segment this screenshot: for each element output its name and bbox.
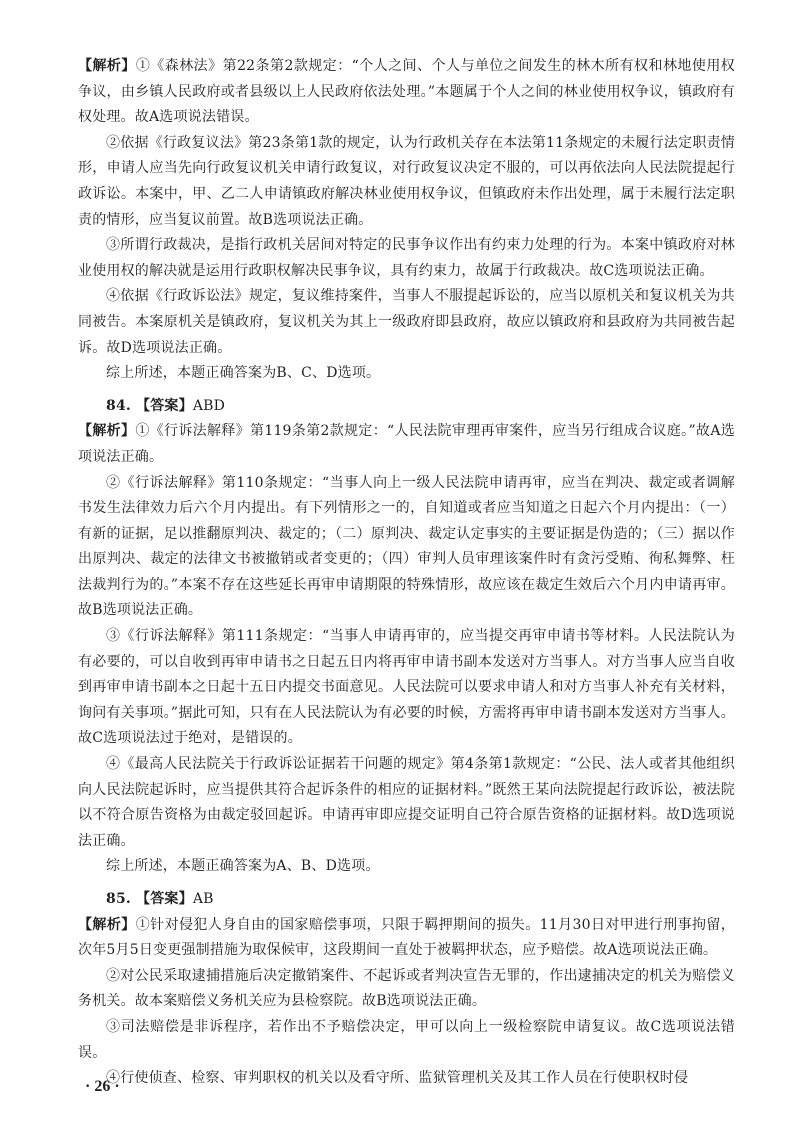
paragraph-text: 综上所述，本题正确答案为A、B、D选项。 — [106, 858, 380, 875]
paragraph — [78, 233, 735, 284]
paragraph-text: ABD — [192, 397, 226, 414]
paragraph-text: 综上所述，本题正确答案为B、C、D选项。 — [106, 365, 381, 382]
block-gap — [78, 880, 735, 887]
paragraph-text: ④依据《行政诉讼法》规定，复议维持案件，当事人不服提起诉讼的，应当以原机关和复议机关为共同被告。本案原机关是镇政府，复议机关为其上一级政府即县政府，故应以镇政府和县政府为共同被告起诉。故D选项说法正确。 — [78, 288, 735, 356]
block-gap — [78, 387, 735, 394]
page-body — [78, 54, 735, 1092]
paragraph-text: ③司法赔偿是非诉程序，若作出不予赔偿决定，甲可以向上一级检察院申请复议。故C选项说法错误。 — [78, 1018, 735, 1061]
question-number: 84. — [106, 397, 137, 414]
paragraph-text: ①针对侵犯人身自由的国家赔偿事项，只限于羁押期间的损失。11月30日对甲进行刑事拘留，次年5月5日变更强制措施为取保候审，这段期间一直处于被羁押状态，应予赔偿。故A选项说法正确。 — [78, 916, 735, 959]
paragraph-text: ③所谓行政裁决，是指行政机关居间对特定的民事争议作出有约束力处理的行为。本案中镇政府对林业使用权的解决就是运用行政职权解决民事争议，具有约束力，故属于行政裁决。故C选项说法正确。 — [78, 237, 735, 279]
paragraph-text: ②《行诉法解释》第110条规定：“当事人向上一级人民法院申请再审，应当在判决、裁定或者调解书发生法律效力后六个月内提出。有下列情形之一的，自知道或者应当知道之日起六个月内提出：（一）有新的证据，足以推翻原判决、裁定的；（二）原判决、裁定认定事实的主要证据是伪造的；（三）据以作出原判决、裁定的法律文书被撤销或者变更的；（四）审判人员审理该案件时有贪污受贿、徇私舞弊、枉法裁判行为的。”本案不存在这些延长再审申请期限的特殊情形，故应该在裁定生效后六个月内申请再审。故B选项说法正确。 — [78, 474, 735, 619]
section-tag: 【解析】 — [78, 423, 136, 440]
paragraph-text: ④《最高人民法院关于行政诉讼证据若干问题的规定》第4条第1款规定：“公民、法人或者其他组织向人民法院起诉时，应当提供其符合起诉条件的相应的证据材料。”既然王某向法院提起行政诉讼，被法院以不符合原告资格为由裁定驳回起诉。申请再审即应提交证明自己符合原告资格的证据材料。故D选项说法正确。 — [78, 756, 735, 849]
section-tag: 【解析】 — [78, 58, 136, 74]
section-tag: 【解析】 — [78, 916, 136, 933]
paragraph — [78, 624, 735, 752]
paragraph-text: ①《森林法》第22条第2款规定：“个人之间、个人与单位之间发生的林木所有权和林地使用权争议，由乡镇人民政府或者县级以上人民政府依法处理。”本题属于个人之间的林业使用权争议，镇政府有权处理。故A选项说法错误。 — [78, 58, 735, 126]
paragraph — [78, 1066, 735, 1092]
paragraph — [78, 471, 735, 625]
answer-line — [78, 887, 735, 913]
paragraph-text: ①《行诉法解释》第119条第2款规定：“人民法院审理再审案件，应当另行组成合议庭。”故A选项说法正确。 — [78, 423, 735, 465]
paragraph — [78, 854, 735, 880]
paragraph — [78, 361, 735, 387]
answer-line — [78, 394, 735, 420]
analysis-paragraph — [78, 419, 735, 470]
paragraph-text: ③《行诉法解释》第111条规定：“当事人申请再审的，应当提交再审申请书等材料。人民法院认为有必要的，可以自收到再审申请书之日起五日内将再审申请书副本发送对方当事人。对方当事人应当自收到再审申请书副本之日起十五日内提交书面意见。人民法院可以要求申请人和对方当事人补充有关材料，询问有关事项。”据此可知，只有在人民法院认为有必要的时候，方需将再审申请书副本发送对方当事人。故C选项说法过于绝对，是错误的。 — [78, 628, 735, 747]
paragraph — [78, 131, 735, 233]
section-tag: 【答案】 — [136, 397, 193, 414]
analysis-paragraph — [78, 54, 735, 131]
paragraph-text: ②依据《行政复议法》第23条第1款的规定，认为行政机关存在本法第11条规定的未履行法定职责情形，申请人应当先向行政复议机关申请行政复议，对行政复议决定不服的，可以再依法向人民法院提起行政诉讼。本案中，甲、乙二人申请镇政府解决林业使用权争议，但镇政府未作出处理，属于未履行法定职责的情形，应当复议前置。故B选项说法正确。 — [78, 134, 735, 228]
paragraph-text: ④行使侦查、检察、审判职权的机关以及看守所、监狱管理机关及其工作人员在行使职权时侵 — [106, 1070, 689, 1087]
question-number: 85. — [106, 891, 137, 907]
paragraph-text: ②对公民采取逮捕措施后决定撤销案件、不起诉或者判决宣告无罪的，作出逮捕决定的机关为赔偿义务机关。故本案赔偿义务机关应为县检察院。故B选项说法正确。 — [78, 967, 735, 1010]
analysis-paragraph — [78, 913, 735, 964]
page-number: · 26 · — [85, 1078, 120, 1095]
paragraph — [78, 1015, 735, 1066]
paragraph-text: AB — [192, 891, 214, 907]
paragraph — [78, 964, 735, 1015]
paragraph — [78, 752, 735, 854]
paragraph — [78, 284, 735, 361]
section-tag: 【答案】 — [136, 891, 193, 907]
